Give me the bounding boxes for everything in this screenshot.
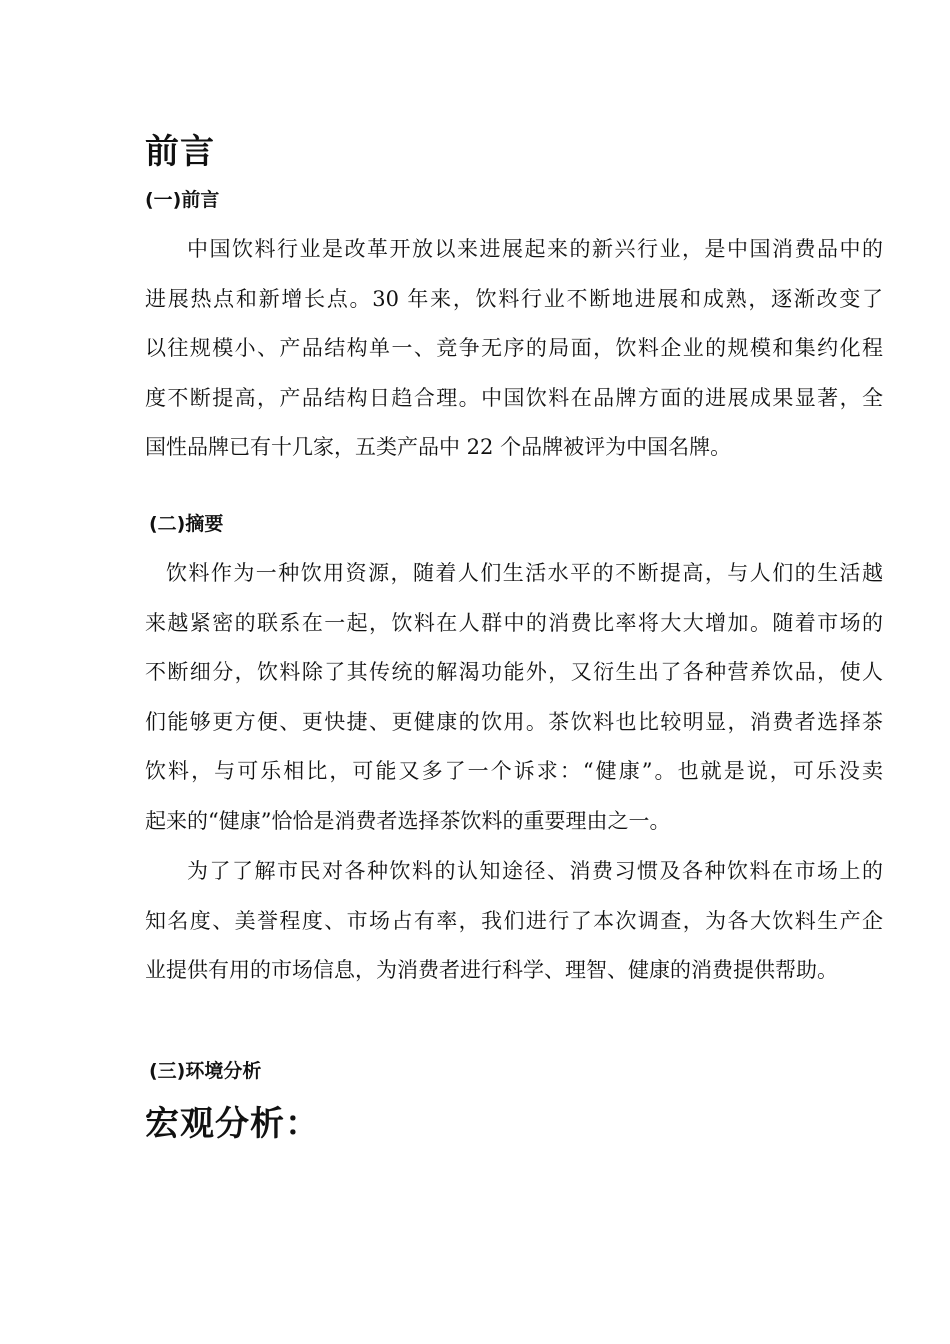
text-line: 来越紧密的联系在一起，饮料在人群中的消费比率将大大增加。随着市场的: [145, 610, 883, 635]
section-heading-environment: (三)环境分析: [149, 1060, 262, 1082]
text-line: 为了了解市民对各种饮料的认知途径、消费习惯及各种饮料在市场上的: [187, 859, 883, 883]
text-line: 饮料，与可乐相比，可能又多了一个诉求：“健康”。也就是说，可乐没卖: [145, 759, 883, 783]
text-line: 业提供有用的市场信息，为消费者进行科学、理智、健康的消费提供帮助。: [145, 958, 838, 982]
page-title: 前言: [145, 132, 215, 172]
text-line: 们能够更方便、更快捷、更健康的饮用。茶饮料也比较明显，消费者选择茶: [145, 709, 883, 734]
text-line: 中国饮料行业是改革开放以来进展起来的新兴行业，是中国消费品中的: [187, 237, 883, 261]
text-line: 以往规模小、产品结构单一、竞争无序的局面，饮料企业的规模和集约化程: [145, 336, 883, 360]
abstract-paragraph-1: [145, 549, 883, 846]
section-heading-preface: (一)前言: [145, 189, 220, 211]
text-line: 起来的“健康”恰恰是消费者选择茶饮料的重要理由之一。: [145, 808, 671, 833]
text-line: 知名度、美誉程度、市场占有率，我们进行了本次调查，为各大饮料生产企: [145, 908, 883, 933]
section-heading-abstract: (二)摘要: [149, 513, 224, 535]
macro-analysis-heading: 宏观分析：: [145, 1104, 320, 1144]
preface-paragraph: [145, 225, 883, 473]
text-line: 度不断提高，产品结构日趋合理。中国饮料在品牌方面的进展成果显著，全: [145, 385, 883, 410]
text-line: 进展热点和新增长点。30 年来，饮料行业不断地进展和成熟，逐渐改变了: [145, 286, 883, 311]
text-line: 不断细分，饮料除了其传统的解渴功能外，又衍生出了各种营养饮品，使人: [145, 660, 883, 684]
text-line: 国性品牌已有十几家，五类产品中 22 个品牌被评为中国名牌。: [145, 435, 732, 459]
abstract-paragraph-2: [145, 847, 883, 996]
text-line: 饮料作为一种饮用资源，随着人们生活水平的不断提高，与人们的生活越: [166, 561, 883, 585]
